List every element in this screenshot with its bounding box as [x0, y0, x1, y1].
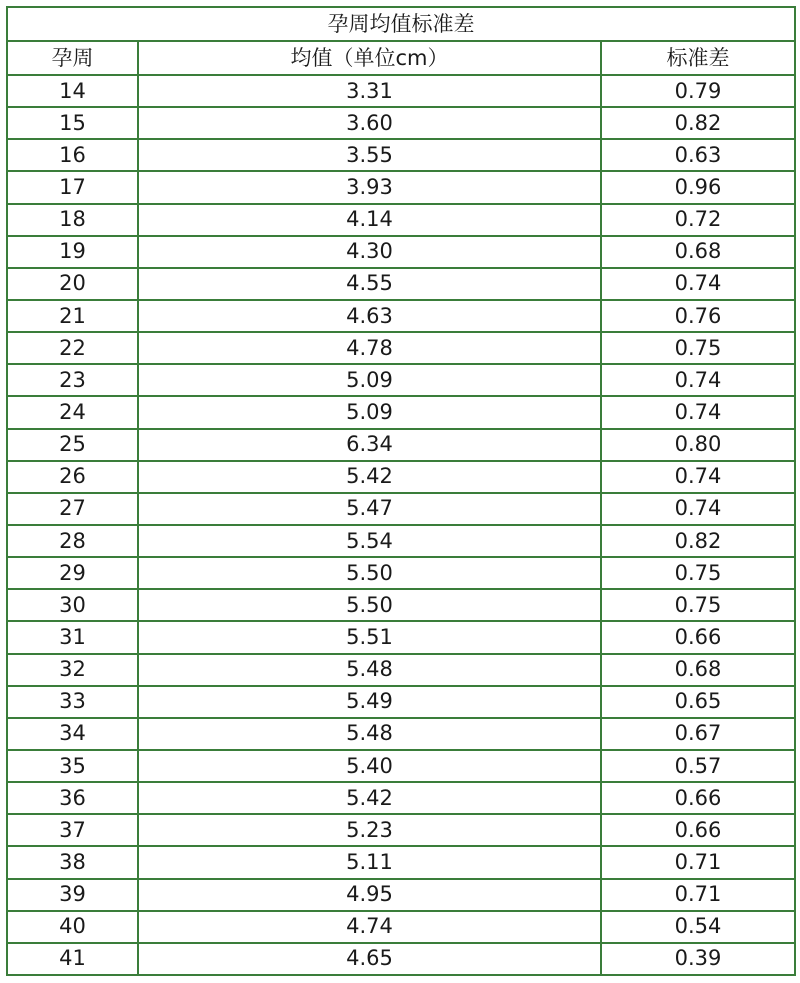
- cell-week: 21: [7, 300, 138, 332]
- table-row: [7, 429, 795, 461]
- cell-std-dev: 0.96: [601, 171, 795, 203]
- header-row: [7, 41, 795, 75]
- cell-mean: 6.34: [138, 429, 601, 461]
- cell-std-dev: 0.75: [601, 589, 795, 621]
- cell-mean: 4.55: [138, 268, 601, 300]
- table-row: [7, 300, 795, 332]
- table-body: [7, 75, 795, 975]
- cell-week: 20: [7, 268, 138, 300]
- cell-std-dev: 0.63: [601, 139, 795, 171]
- cell-week: 17: [7, 171, 138, 203]
- cell-mean: 4.95: [138, 879, 601, 911]
- cell-std-dev: 0.82: [601, 525, 795, 557]
- cell-week: 26: [7, 461, 138, 493]
- cell-std-dev: 0.39: [601, 943, 795, 975]
- cell-mean: 4.78: [138, 332, 601, 364]
- table-row: [7, 846, 795, 878]
- cell-week: 28: [7, 525, 138, 557]
- cell-mean: 5.48: [138, 654, 601, 686]
- table-row: [7, 493, 795, 525]
- cell-week: 33: [7, 686, 138, 718]
- cell-std-dev: 0.65: [601, 686, 795, 718]
- cell-mean: 5.40: [138, 750, 601, 782]
- cell-week: 31: [7, 621, 138, 653]
- cell-std-dev: 0.71: [601, 846, 795, 878]
- cell-mean: 3.60: [138, 107, 601, 139]
- cell-std-dev: 0.74: [601, 461, 795, 493]
- table-row: [7, 236, 795, 268]
- table-row: [7, 268, 795, 300]
- cell-week: 23: [7, 364, 138, 396]
- cell-std-dev: 0.72: [601, 204, 795, 236]
- cell-mean: 5.42: [138, 782, 601, 814]
- table-row: [7, 814, 795, 846]
- cell-std-dev: 0.68: [601, 236, 795, 268]
- cell-week: 34: [7, 718, 138, 750]
- table-row: [7, 204, 795, 236]
- cell-week: 35: [7, 750, 138, 782]
- cell-std-dev: 0.76: [601, 300, 795, 332]
- cell-week: 37: [7, 814, 138, 846]
- cell-std-dev: 0.80: [601, 429, 795, 461]
- cell-std-dev: 0.79: [601, 75, 795, 107]
- cell-week: 40: [7, 911, 138, 943]
- cell-std-dev: 0.74: [601, 268, 795, 300]
- cell-mean: 5.47: [138, 493, 601, 525]
- cell-mean: 4.14: [138, 204, 601, 236]
- table-row: [7, 557, 795, 589]
- cell-std-dev: 0.66: [601, 782, 795, 814]
- table-title: 孕周均值标准差: [7, 7, 795, 41]
- header-mean: 均值（单位cm）: [138, 41, 601, 75]
- table-row: [7, 782, 795, 814]
- table-row: [7, 364, 795, 396]
- cell-mean: 5.09: [138, 364, 601, 396]
- cell-std-dev: 0.74: [601, 493, 795, 525]
- cell-std-dev: 0.54: [601, 911, 795, 943]
- cell-mean: 4.65: [138, 943, 601, 975]
- cell-mean: 5.42: [138, 461, 601, 493]
- cell-mean: 5.11: [138, 846, 601, 878]
- table-row: [7, 171, 795, 203]
- cell-mean: 4.63: [138, 300, 601, 332]
- cell-mean: 4.30: [138, 236, 601, 268]
- cell-mean: 3.55: [138, 139, 601, 171]
- cell-mean: 5.54: [138, 525, 601, 557]
- cell-mean: 5.48: [138, 718, 601, 750]
- cell-mean: 5.09: [138, 396, 601, 428]
- table-row: [7, 461, 795, 493]
- cell-week: 15: [7, 107, 138, 139]
- cell-week: 39: [7, 879, 138, 911]
- data-table-container: [6, 6, 794, 976]
- cell-std-dev: 0.71: [601, 879, 795, 911]
- table-row: [7, 332, 795, 364]
- cell-std-dev: 0.75: [601, 557, 795, 589]
- table-row: [7, 396, 795, 428]
- cell-std-dev: 0.67: [601, 718, 795, 750]
- table-row: [7, 911, 795, 943]
- table-row: [7, 879, 795, 911]
- title-row: [7, 7, 795, 41]
- cell-mean: 4.74: [138, 911, 601, 943]
- table-row: [7, 525, 795, 557]
- cell-week: 14: [7, 75, 138, 107]
- cell-mean: 5.23: [138, 814, 601, 846]
- cell-std-dev: 0.66: [601, 621, 795, 653]
- table-row: [7, 621, 795, 653]
- table-row: [7, 75, 795, 107]
- cell-week: 32: [7, 654, 138, 686]
- cell-mean: 5.49: [138, 686, 601, 718]
- cell-std-dev: 0.82: [601, 107, 795, 139]
- cell-week: 25: [7, 429, 138, 461]
- cell-mean: 3.93: [138, 171, 601, 203]
- table-row: [7, 718, 795, 750]
- header-std-dev: 标准差: [601, 41, 795, 75]
- cell-week: 36: [7, 782, 138, 814]
- table-row: [7, 654, 795, 686]
- table-row: [7, 107, 795, 139]
- cell-mean: 3.31: [138, 75, 601, 107]
- cell-mean: 5.50: [138, 589, 601, 621]
- cell-week: 30: [7, 589, 138, 621]
- cell-week: 41: [7, 943, 138, 975]
- cell-week: 19: [7, 236, 138, 268]
- table-row: [7, 943, 795, 975]
- cell-week: 27: [7, 493, 138, 525]
- cell-week: 38: [7, 846, 138, 878]
- cell-week: 29: [7, 557, 138, 589]
- cell-std-dev: 0.57: [601, 750, 795, 782]
- cell-week: 16: [7, 139, 138, 171]
- header-week: 孕周: [7, 41, 138, 75]
- cell-std-dev: 0.66: [601, 814, 795, 846]
- cell-week: 24: [7, 396, 138, 428]
- cell-mean: 5.51: [138, 621, 601, 653]
- cell-mean: 5.50: [138, 557, 601, 589]
- cell-std-dev: 0.75: [601, 332, 795, 364]
- cell-std-dev: 0.68: [601, 654, 795, 686]
- table-row: [7, 750, 795, 782]
- gestational-week-table: [6, 6, 796, 976]
- cell-week: 22: [7, 332, 138, 364]
- cell-week: 18: [7, 204, 138, 236]
- table-row: [7, 139, 795, 171]
- cell-std-dev: 0.74: [601, 396, 795, 428]
- table-row: [7, 589, 795, 621]
- table-row: [7, 686, 795, 718]
- cell-std-dev: 0.74: [601, 364, 795, 396]
